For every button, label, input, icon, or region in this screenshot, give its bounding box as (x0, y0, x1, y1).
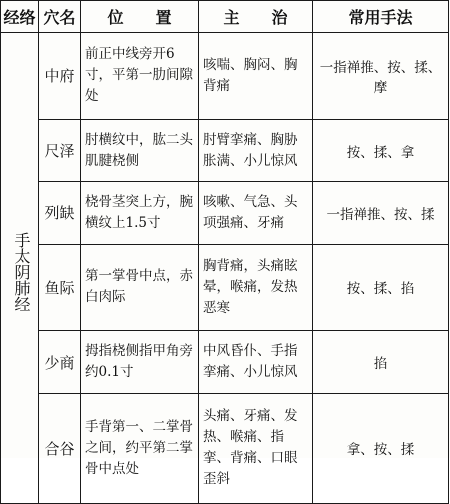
point-technique: 拿、按、揉 (313, 393, 449, 503)
point-indication: 肘臂挛痛、胸胁胀满、小儿惊风 (199, 119, 313, 181)
point-name: 尺泽 (39, 119, 81, 181)
point-technique: 按、揉、拿 (313, 119, 449, 181)
header-technique: 常用手法 (313, 1, 449, 33)
point-name: 合谷 (39, 393, 81, 503)
point-name: 鱼际 (39, 244, 81, 331)
point-name: 中府 (39, 33, 81, 120)
table-row (1, 331, 449, 393)
point-technique: 一指禅推、按、揉、摩 (313, 33, 449, 120)
point-location: 拇指桡侧指甲角旁约0.1寸 (81, 331, 199, 393)
point-location: 第一掌骨中点，赤白肉际 (81, 244, 199, 331)
header-indication: 主 治 (199, 1, 313, 33)
meridian-name: 手太阴肺经 (8, 232, 34, 312)
point-indication: 头痛、牙痛、发热、喉痛、指挛、背痛、口眼 (199, 393, 313, 503)
point-location: 肘横纹中，肱二头肌腱桡侧 (81, 119, 199, 181)
table-row (1, 393, 449, 503)
table-row (1, 244, 449, 331)
point-location: 手背第一、二掌骨之间，约平第二掌 (81, 393, 199, 503)
point-indication: 咳嗽、气急、头项强痛、牙痛 (199, 182, 313, 244)
point-indication: 胸背痛，头痛眩晕，喉痛，发热恶寒 (199, 244, 313, 331)
header-location: 位 置 (81, 1, 199, 33)
point-name: 少商 (39, 331, 81, 393)
point-technique: 一指禅推、按、揉 (313, 182, 449, 244)
point-technique: 掐 (313, 331, 449, 393)
point-location: 桡骨茎突上方，腕横纹上1.5寸 (81, 182, 199, 244)
header-row (1, 1, 449, 33)
point-location: 前正中线旁开6寸，平第一肋间隙处 (81, 33, 199, 120)
header-meridian: 经络 (1, 1, 39, 33)
meridian-name-cell (1, 33, 39, 504)
point-name: 列缺 (39, 182, 81, 244)
table-row (1, 33, 449, 120)
point-indication: 中风昏仆、手指挛痛、小儿惊风 (199, 331, 313, 393)
point-technique: 按、揉、掐 (313, 244, 449, 331)
table-row (1, 119, 449, 181)
header-point: 穴名 (39, 1, 81, 33)
point-indication: 咳喘、胸闷、胸背痛 (199, 33, 313, 120)
table-row (1, 182, 449, 244)
